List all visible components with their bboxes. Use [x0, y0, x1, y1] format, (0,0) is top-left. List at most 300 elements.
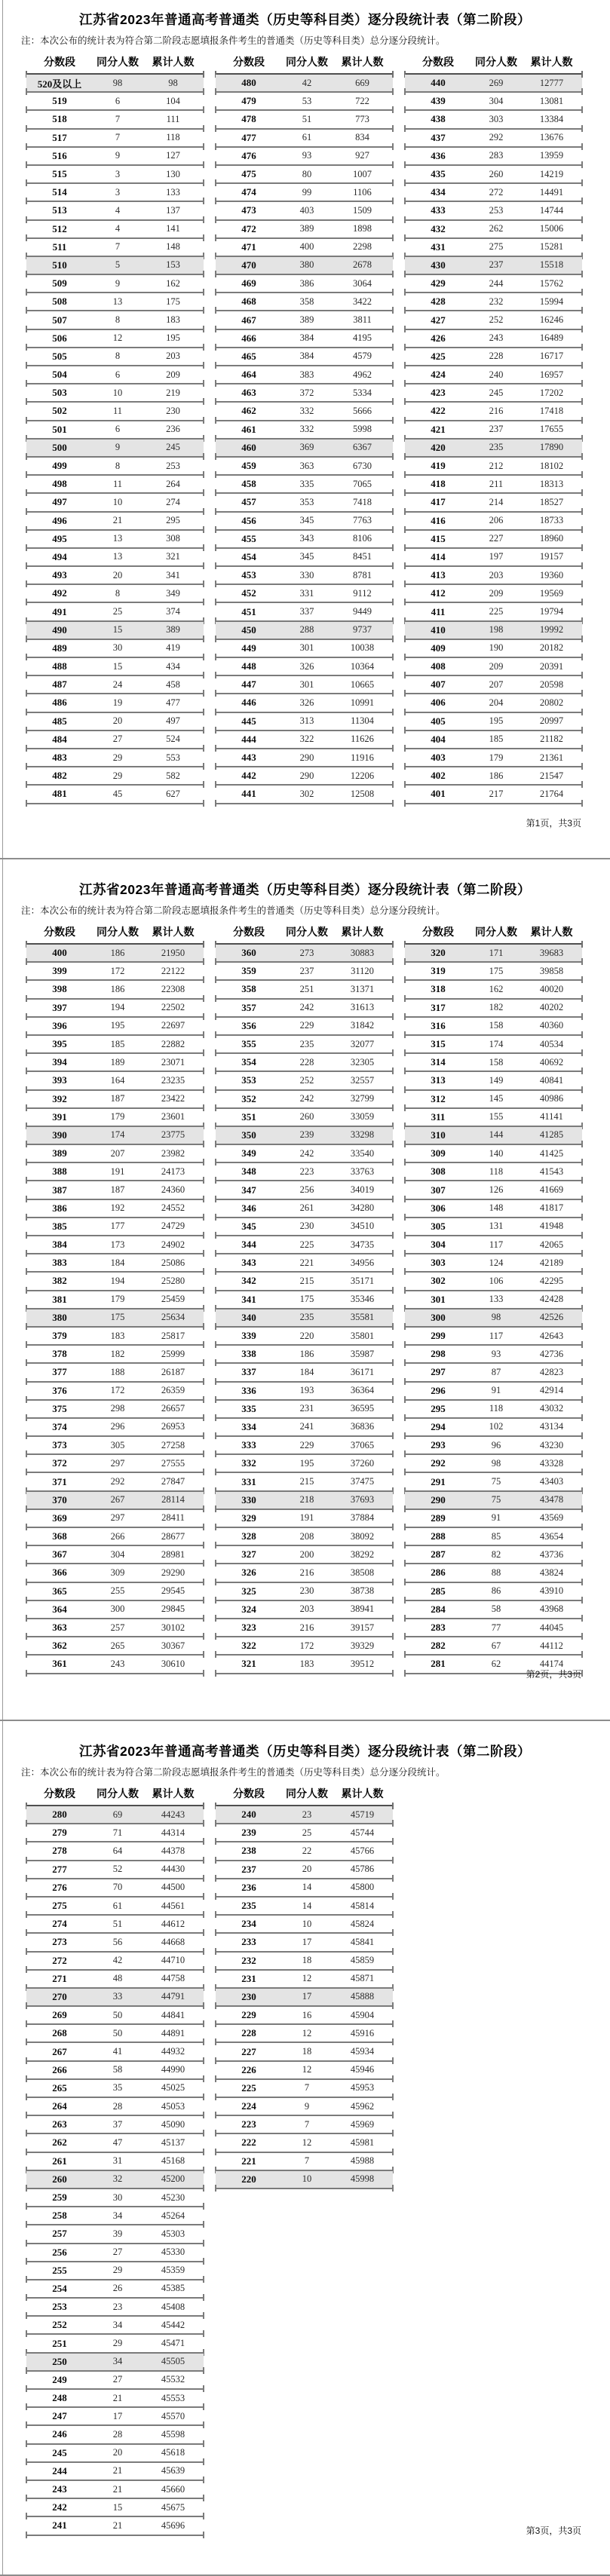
table-row	[405, 1383, 582, 1401]
cumulative-cell: 45719	[350, 1809, 375, 1820]
count-cell: 77	[491, 1622, 501, 1633]
cumulative-cell: 27258	[161, 1439, 185, 1450]
score-cell: 320	[431, 947, 446, 959]
score-cell: 474	[241, 186, 256, 198]
table-row	[216, 202, 393, 220]
score-cell: 339	[241, 1330, 256, 1342]
cumulative-cell: 21547	[539, 770, 564, 781]
count-cell: 221	[299, 1257, 314, 1268]
score-cell: 350	[241, 1129, 256, 1141]
count-cell: 29	[112, 752, 123, 763]
count-cell: 313	[299, 715, 314, 727]
score-cell: 493	[52, 569, 67, 581]
table-row	[405, 981, 582, 999]
count-cell: 17	[112, 2410, 123, 2421]
count-cell: 191	[299, 1512, 314, 1524]
cumulative-cell: 7065	[353, 478, 372, 489]
count-cell: 175	[489, 965, 504, 976]
page-footer: 第3页，共3页	[526, 2525, 581, 2536]
cumulative-cell: 5334	[353, 387, 372, 398]
page-footer: 第1页，共3页	[526, 818, 581, 829]
score-cell: 437	[431, 131, 446, 143]
count-cell: 61	[112, 1900, 123, 1911]
count-cell: 58	[491, 1603, 501, 1615]
table-row	[405, 293, 582, 311]
count-cell: 322	[299, 734, 314, 745]
score-cell: 450	[241, 623, 256, 636]
table-row	[216, 1054, 393, 1072]
count-cell: 403	[299, 204, 314, 216]
table-row	[216, 1898, 393, 1916]
score-cell: 268	[52, 2027, 67, 2039]
score-cell: 395	[52, 1038, 67, 1050]
score-cell: 224	[241, 2100, 256, 2112]
count-cell: 200	[299, 1548, 314, 1560]
cumulative-cell: 10038	[350, 642, 375, 654]
count-cell: 211	[489, 478, 504, 489]
score-cell: 369	[52, 1512, 67, 1524]
score-cell: 487	[52, 678, 67, 691]
table-row	[26, 603, 204, 621]
cumulative-cell: 44612	[161, 1918, 185, 1929]
table-row	[216, 658, 393, 676]
cumulative-cell: 45675	[161, 2501, 185, 2513]
count-cell: 242	[299, 1147, 314, 1159]
header-score-range: 分数段	[233, 1787, 265, 1800]
score-cell: 409	[431, 642, 446, 654]
column-body	[405, 73, 582, 804]
score-cell: 260	[52, 2173, 67, 2185]
score-cell: 448	[241, 660, 256, 672]
table-row	[405, 275, 582, 293]
count-cell: 70	[112, 1882, 123, 1893]
count-cell: 51	[112, 1918, 123, 1929]
table-row	[216, 2007, 393, 2025]
score-cell: 275	[52, 1900, 67, 1912]
cumulative-cell: 44668	[161, 1936, 185, 1947]
table-row	[216, 330, 393, 348]
count-cell: 380	[299, 259, 314, 271]
count-cell: 149	[489, 1074, 504, 1086]
score-cell: 507	[52, 314, 67, 326]
cumulative-cell: 42295	[539, 1275, 564, 1286]
cumulative-cell: 29290	[161, 1567, 185, 1578]
count-cell: 30	[112, 2192, 123, 2203]
table-row	[26, 1564, 204, 1582]
table-row	[26, 549, 204, 567]
table-row	[216, 1163, 393, 1181]
table-row	[26, 166, 204, 184]
cumulative-cell: 20802	[539, 697, 564, 708]
count-cell: 3	[115, 168, 121, 179]
score-cell: 231	[241, 1972, 256, 1984]
score-cell: 491	[52, 605, 67, 617]
cumulative-cell: 45359	[161, 2265, 185, 2276]
count-cell: 145	[489, 1093, 504, 1104]
cumulative-cell: 15994	[539, 296, 564, 307]
cumulative-cell: 45998	[350, 2173, 375, 2185]
score-cell: 492	[52, 587, 67, 599]
page-3	[0, 1720, 610, 2576]
count-cell: 21	[112, 2465, 123, 2476]
score-cell: 247	[52, 2410, 67, 2422]
score-cell: 238	[241, 1845, 256, 1857]
table-row	[26, 330, 204, 348]
cumulative-cell: 9112	[353, 587, 372, 599]
table-row	[26, 403, 204, 421]
table-row	[216, 1842, 393, 1861]
score-cell: 295	[431, 1402, 446, 1414]
page-1	[0, 0, 610, 858]
count-cell: 87	[491, 1366, 501, 1377]
table-row	[405, 658, 582, 676]
cumulative-cell: 43824	[539, 1567, 564, 1578]
count-cell: 8	[115, 460, 121, 471]
score-cell: 342	[241, 1275, 256, 1287]
count-cell: 6	[115, 424, 121, 435]
score-cell: 488	[52, 660, 67, 672]
count-cell: 389	[299, 314, 314, 326]
cumulative-cell: 19569	[539, 587, 564, 599]
count-cell: 14	[302, 1882, 312, 1893]
count-cell: 331	[299, 587, 314, 599]
table-row	[216, 1346, 393, 1364]
table-row	[405, 184, 582, 202]
count-cell: 195	[489, 715, 504, 727]
score-cell: 300	[431, 1311, 446, 1323]
cumulative-cell: 2678	[353, 259, 372, 271]
count-cell: 231	[299, 1403, 314, 1414]
cumulative-cell: 245	[166, 442, 180, 453]
score-cell: 262	[52, 2136, 67, 2149]
score-cell: 408	[431, 660, 446, 672]
cumulative-cell: 43910	[539, 1585, 564, 1597]
table-row	[26, 1473, 204, 1491]
count-cell: 21	[112, 2483, 123, 2495]
table-row	[26, 1898, 204, 1916]
cumulative-cell: 45824	[350, 1918, 375, 1929]
cumulative-cell: 927	[355, 150, 369, 161]
table-row	[216, 1018, 393, 1036]
score-cell: 285	[431, 1585, 446, 1597]
score-cell: 447	[241, 678, 256, 691]
cumulative-cell: 33298	[350, 1129, 375, 1141]
cumulative-cell: 44500	[161, 1882, 185, 1893]
score-cell: 415	[431, 532, 446, 544]
table-row	[216, 1510, 393, 1528]
table-row	[26, 1455, 204, 1473]
count-cell: 58	[112, 2064, 123, 2075]
cumulative-cell: 44174	[539, 1658, 564, 1669]
table-row	[216, 1583, 393, 1601]
score-cell: 240	[241, 1809, 256, 1821]
note-line: 注：本次公布的统计表为符合第二阶段志愿填报条件考生的普通类（历史等科目类）总分逐分段统计。	[21, 1767, 446, 1778]
count-cell: 12	[302, 1973, 312, 1984]
cumulative-cell: 41141	[540, 1111, 563, 1123]
table-row	[405, 75, 582, 93]
table-row	[26, 2207, 204, 2225]
table-row	[216, 676, 393, 694]
score-cell: 486	[52, 697, 67, 709]
score-cell: 402	[431, 770, 446, 782]
table-row	[216, 2171, 393, 2189]
score-cell: 302	[431, 1275, 446, 1287]
cumulative-cell: 133	[166, 186, 180, 198]
score-cell: 396	[52, 1019, 67, 1031]
table-row	[216, 549, 393, 567]
count-cell: 383	[299, 369, 314, 380]
score-cell: 510	[52, 259, 67, 271]
table-row	[405, 767, 582, 786]
count-cell: 17	[302, 1936, 312, 1947]
cumulative-cell: 39683	[539, 947, 564, 958]
count-cell: 7	[304, 2155, 310, 2167]
score-cell: 372	[52, 1457, 67, 1469]
cumulative-cell: 24360	[161, 1184, 185, 1196]
score-cell: 309	[431, 1147, 446, 1159]
cumulative-cell: 22502	[161, 1002, 185, 1013]
count-cell: 203	[489, 569, 504, 580]
cumulative-cell: 42189	[539, 1257, 564, 1268]
count-cell: 212	[489, 460, 504, 471]
score-cell: 470	[241, 259, 256, 271]
score-cell: 428	[431, 296, 446, 308]
cumulative-cell: 25280	[161, 1275, 185, 1286]
cumulative-cell: 17418	[539, 405, 564, 416]
cumulative-cell: 32799	[350, 1093, 375, 1104]
table-row	[216, 1492, 393, 1510]
score-cell: 440	[431, 77, 446, 89]
cumulative-cell: 524	[166, 734, 180, 745]
count-cell: 24	[112, 678, 123, 690]
count-cell: 188	[110, 1366, 125, 1377]
table-row	[26, 311, 204, 329]
count-cell: 29	[112, 2338, 123, 2349]
count-cell: 363	[299, 460, 314, 471]
count-cell: 133	[489, 1294, 504, 1305]
cumulative-cell: 175	[166, 296, 180, 307]
score-cell: 381	[52, 1293, 67, 1305]
score-cell: 370	[52, 1493, 67, 1505]
count-cell: 7	[304, 2118, 310, 2130]
score-cell: 324	[241, 1603, 256, 1615]
cumulative-cell: 36595	[350, 1403, 375, 1414]
count-cell: 194	[110, 1002, 125, 1013]
score-cell: 335	[241, 1402, 256, 1414]
table-row	[405, 1437, 582, 1455]
score-cell: 520及以上	[37, 78, 82, 90]
score-cell: 360	[241, 947, 256, 959]
header-cumulative-count: 累计人数	[341, 56, 384, 68]
score-cell: 316	[431, 1019, 446, 1031]
score-column-group	[405, 51, 582, 804]
table-row	[216, 257, 393, 275]
cumulative-cell: 20391	[539, 660, 564, 672]
table-row	[405, 1254, 582, 1273]
cumulative-cell: 5666	[353, 405, 372, 416]
score-cell: 290	[431, 1493, 446, 1505]
count-cell: 290	[299, 752, 314, 763]
cumulative-cell: 18313	[539, 478, 564, 489]
count-cell: 225	[489, 606, 504, 617]
cumulative-cell: 35346	[350, 1294, 375, 1305]
score-cell: 427	[431, 314, 446, 326]
cumulative-cell: 44791	[161, 1991, 185, 2002]
table-row	[405, 513, 582, 531]
count-cell: 12	[112, 332, 123, 344]
cumulative-cell: 23071	[161, 1056, 185, 1067]
score-cell: 246	[52, 2428, 67, 2440]
table-row	[216, 2080, 393, 2098]
score-cell: 301	[431, 1293, 446, 1305]
table-row	[26, 1934, 204, 1952]
score-table	[26, 920, 610, 1674]
score-cell: 274	[52, 1918, 67, 1930]
count-cell: 27	[112, 734, 123, 745]
count-cell: 187	[110, 1184, 125, 1196]
count-cell: 25	[302, 1827, 312, 1838]
cumulative-cell: 44758	[161, 1973, 185, 1984]
cumulative-cell: 44561	[161, 1900, 185, 1911]
score-column-group	[405, 920, 582, 1674]
table-row	[216, 1455, 393, 1473]
cumulative-cell: 130	[166, 168, 180, 179]
score-cell: 391	[52, 1110, 67, 1123]
cumulative-cell: 16246	[539, 314, 564, 326]
count-cell: 326	[299, 697, 314, 708]
table-row	[216, 1861, 393, 1879]
cumulative-cell: 21764	[539, 788, 564, 799]
cumulative-cell: 32077	[350, 1038, 375, 1049]
cumulative-cell: 45264	[161, 2210, 185, 2221]
table-row	[405, 1492, 582, 1510]
table-row	[26, 786, 204, 804]
table-row	[26, 93, 204, 111]
score-cell: 431	[431, 240, 446, 253]
cumulative-cell: 25817	[161, 1330, 185, 1341]
count-cell: 257	[110, 1622, 125, 1633]
cumulative-cell: 45934	[350, 2046, 375, 2057]
table-row	[216, 1934, 393, 1952]
cumulative-cell: 45786	[350, 1864, 375, 1875]
table-row	[26, 2445, 204, 2463]
table-row	[405, 1364, 582, 1382]
score-cell: 490	[52, 623, 67, 636]
table-row	[26, 1656, 204, 1674]
count-cell: 235	[489, 442, 504, 453]
count-cell: 118	[489, 1403, 504, 1414]
count-cell: 28	[112, 2100, 123, 2112]
score-cell: 348	[241, 1165, 256, 1178]
count-cell: 5	[115, 259, 121, 271]
count-cell: 21	[112, 2519, 123, 2531]
header-score-range: 分数段	[422, 926, 454, 938]
score-cell: 306	[431, 1202, 446, 1214]
count-cell: 34	[112, 2210, 123, 2221]
score-cell: 451	[241, 605, 256, 617]
cumulative-cell: 14744	[539, 204, 564, 216]
table-row	[26, 1383, 204, 1401]
count-cell: 16	[302, 2009, 312, 2020]
cumulative-cell: 3811	[353, 314, 372, 326]
cumulative-cell: 34735	[350, 1239, 375, 1250]
count-cell: 20	[112, 569, 123, 580]
table-row	[405, 731, 582, 749]
table-row	[26, 458, 204, 476]
cumulative-cell: 41425	[539, 1147, 564, 1159]
cumulative-cell: 40202	[539, 1002, 564, 1013]
score-cell: 237	[241, 1863, 256, 1875]
score-cell: 429	[431, 277, 446, 289]
table-row	[405, 202, 582, 220]
count-cell: 243	[110, 1658, 125, 1669]
score-cell: 379	[52, 1330, 67, 1342]
count-cell: 48	[112, 1973, 123, 1984]
cumulative-cell: 349	[166, 587, 180, 599]
count-cell: 7	[304, 2082, 310, 2094]
table-row	[405, 963, 582, 981]
score-column-group	[26, 920, 204, 1674]
score-cell: 517	[52, 131, 67, 143]
cumulative-cell: 203	[166, 351, 180, 362]
cumulative-cell: 43478	[539, 1494, 564, 1505]
score-cell: 406	[431, 697, 446, 709]
score-cell: 248	[52, 2392, 67, 2404]
count-cell: 144	[489, 1129, 504, 1141]
cumulative-cell: 26657	[161, 1403, 185, 1414]
count-cell: 194	[110, 1275, 125, 1286]
cumulative-cell: 18960	[539, 533, 564, 544]
count-cell: 189	[110, 1056, 125, 1067]
cumulative-cell: 497	[166, 715, 180, 727]
count-cell: 88	[491, 1567, 501, 1578]
table-row	[216, 384, 393, 403]
table-row	[26, 2244, 204, 2262]
score-cell: 368	[52, 1530, 67, 1542]
cumulative-cell: 16717	[539, 351, 564, 362]
score-cell: 444	[241, 733, 256, 745]
count-cell: 51	[302, 113, 312, 124]
count-cell: 91	[491, 1512, 501, 1524]
header-score-range: 分数段	[422, 56, 454, 68]
table-row	[405, 348, 582, 366]
table-row	[26, 148, 204, 166]
score-cell: 388	[52, 1165, 67, 1178]
count-cell: 292	[110, 1476, 125, 1487]
cumulative-cell: 195	[166, 332, 180, 344]
cumulative-cell: 26953	[161, 1421, 185, 1432]
cumulative-cell: 308	[166, 533, 180, 544]
cumulative-cell: 35987	[350, 1348, 375, 1359]
score-cell: 227	[241, 2045, 256, 2057]
cumulative-cell: 44112	[540, 1640, 563, 1651]
score-cell: 475	[241, 168, 256, 180]
header-score-range: 分数段	[233, 56, 265, 68]
cumulative-cell: 236	[166, 424, 180, 435]
score-cell: 469	[241, 277, 256, 289]
cumulative-cell: 38738	[350, 1585, 375, 1597]
count-cell: 182	[489, 1002, 504, 1013]
cumulative-cell: 45570	[161, 2410, 185, 2421]
count-cell: 269	[489, 77, 504, 88]
score-column-group	[26, 51, 204, 804]
cumulative-cell: 4579	[353, 351, 372, 362]
header-same-score-count: 同分人数	[475, 56, 517, 68]
count-cell: 172	[110, 965, 125, 976]
score-cell: 361	[52, 1658, 67, 1670]
count-cell: 358	[299, 296, 314, 307]
count-cell: 193	[299, 1385, 314, 1396]
